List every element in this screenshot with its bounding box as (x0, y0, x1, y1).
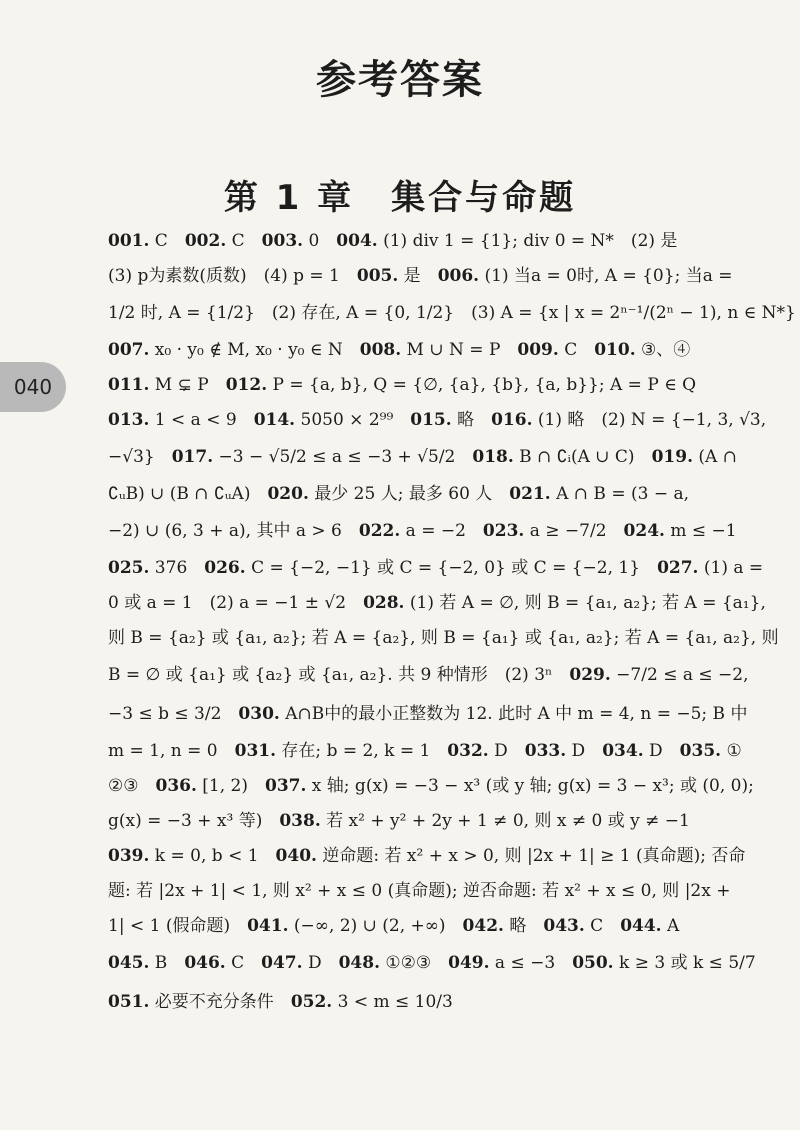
answer-line: m = 1, n = 0 031. 存在; b = 2, k = 1 032. D 033. D 034. D 035. ① (108, 741, 742, 761)
answer-line: 1/2 时, A = {1/2} (2) 存在, A = {0, 1/2} (3) A = {x | x = 2ⁿ⁻¹/(2ⁿ − 1), n ∈ N*} (108, 303, 796, 323)
answer-line: −2) ∪ (6, 3 + a), 其中 a > 6 022. a = −2 023. a ≥ −7/2 024. m ≤ −1 (108, 521, 737, 541)
answer-line: 001. C 002. C 003. 0 004. (1) div 1 = {1}; div 0 = N* (2) 是 (108, 231, 678, 251)
answer-line: 025. 376 026. C = {−2, −1} 或 C = {−2, 0} 或 C = {−2, 1} 027. (1) a = (108, 558, 764, 578)
answer-list (108, 226, 796, 1024)
page-title: 参考答案 (316, 57, 484, 103)
answer-line: 013. 1 < a < 9 014. 5050 × 2⁹⁹ 015. 略 016. (1) 略 (2) N = {−1, 3, √3, (108, 410, 767, 430)
answer-line: −3 ≤ b ≤ 3/2 030. A∩B中的最小正整数为 12. 此时 A 中 m = 4, n = −5; B 中 (108, 704, 748, 724)
answer-line: B = ∅ 或 {a₁} 或 {a₂} 或 {a₁, a₂}. 共 9 种情形 (2) 3ⁿ 029. −7/2 ≤ a ≤ −2, (108, 665, 749, 685)
answer-line: (3) p为素数(质数) (4) p = 1 005. 是 006. (1) 当a = 0时, A = {0}; 当a = (108, 266, 733, 286)
answer-line: 045. B 046. C 047. D 048. ①②③ 049. a ≤ −3 050. k ≥ 3 或 k ≤ 5/7 (108, 953, 756, 973)
chapter-title: 第 1 章 集合与命题 (223, 178, 577, 218)
answer-line: 039. k = 0, b < 1 040. 逆命题: 若 x² + x > 0, 则 |2x + 1| ≥ 1 (真命题); 否命 (108, 846, 746, 866)
answer-line: g(x) = −3 + x³ 等) 038. 若 x² + y² + 2y + 1 ≠ 0, 则 x ≠ 0 或 y ≠ −1 (108, 811, 690, 831)
answer-line: ②③ 036. [1, 2) 037. x 轴; g(x) = −3 − x³ (或 y 轴; g(x) = 3 − x³; 或 (0, 0); (108, 776, 754, 796)
answer-line: −√3} 017. −3 − √5/2 ≤ a ≤ −3 + √5/2 018. B ∩ ∁ᵢ(A ∪ C) 019. (A ∩ (108, 447, 737, 467)
answer-line: 007. x₀ · y₀ ∉ M, x₀ · y₀ ∈ N 008. M ∪ N = P 009. C 010. ③、④ (108, 340, 691, 360)
page-number-tab (0, 362, 66, 412)
answer-line: 0 或 a = 1 (2) a = −1 ± √2 028. (1) 若 A = ∅, 则 B = {a₁, a₂}; 若 A = {a₁}, (108, 593, 766, 613)
answer-line: ∁ᵤB) ∪ (B ∩ ∁ᵤA) 020. 最少 25 人; 最多 60 人 021. A ∩ B = (3 − a, (108, 484, 690, 504)
page-number: 040 (13, 375, 53, 399)
answer-line: 051. 必要不充分条件 052. 3 < m ≤ 10/3 (108, 992, 453, 1012)
answer-line: 1| < 1 (假命题) 041. (−∞, 2) ∪ (2, +∞) 042. 略 043. C 044. A (108, 916, 680, 936)
answer-line: 题: 若 |2x + 1| < 1, 则 x² + x ≤ 0 (真命题); 逆否命题: 若 x² + x ≤ 0, 则 |2x + (108, 881, 731, 901)
answer-line: 则 B = {a₂} 或 {a₁, a₂}; 若 A = {a₂}, 则 B = {a₁} 或 {a₁, a₂}; 若 A = {a₁, a₂}, 则 (108, 628, 779, 648)
answer-line: 011. M ⊊ P 012. P = {a, b}, Q = {∅, {a}, {b}, {a, b}}; A = P ∈ Q (108, 375, 697, 395)
